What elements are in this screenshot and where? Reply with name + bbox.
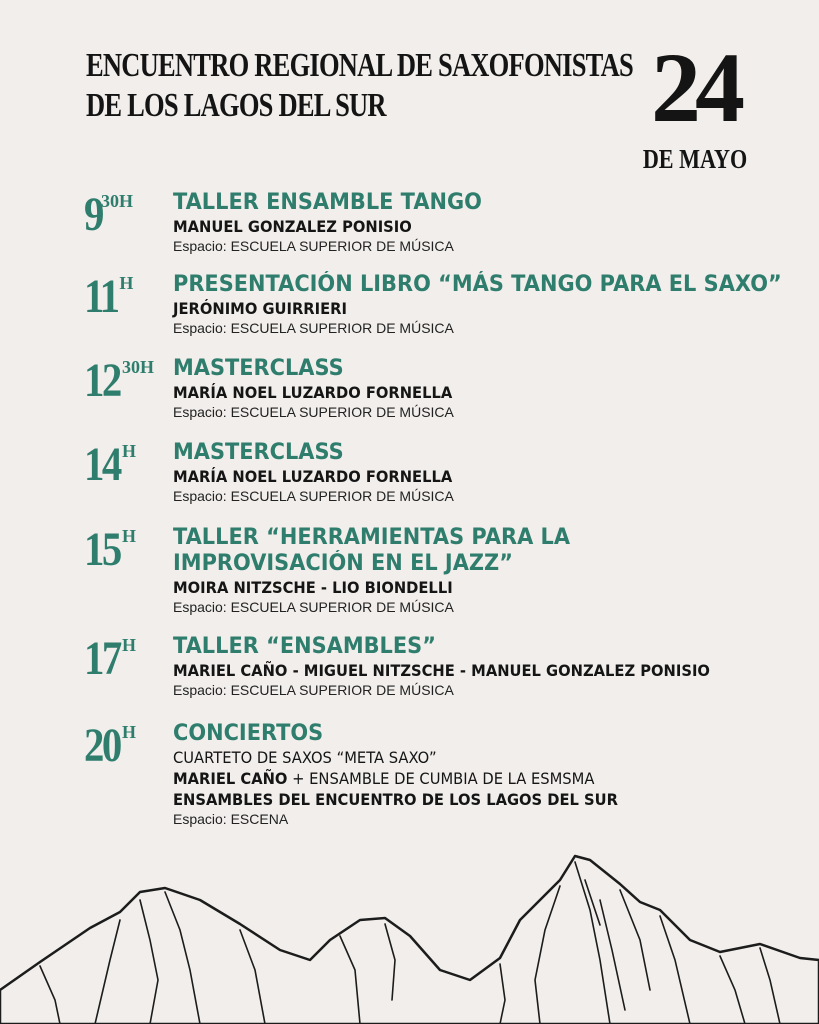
event-performer: MARIEL CAÑO - MIGUEL NITZSCHE - MANUEL GONZALEZ PONISIO — [173, 661, 710, 680]
event-venue: Espacio: ESCUELA SUPERIOR DE MÚSICA — [173, 599, 454, 615]
event-time: 17 H — [84, 632, 137, 685]
event-title: MASTERCLASS — [173, 356, 344, 381]
event-title-line2: IMPROVISACIÓN EN EL JAZZ” — [173, 551, 513, 576]
event-title: PRESENTACIÓN LIBRO “MÁS TANGO PARA EL SAXO” — [173, 272, 782, 297]
event-performer: MARÍA NOEL LUZARDO FORNELLA — [173, 467, 453, 486]
event-title: CONCIERTOS — [173, 721, 324, 746]
poster-title — [86, 46, 633, 126]
event-title: MASTERCLASS — [173, 440, 344, 465]
concert-line2: MARIEL CAÑO + ENSAMBLE DE CUMBIA DE LA ESMSMA — [173, 769, 595, 788]
mountains-illustration — [0, 840, 819, 1024]
event-venue: Espacio: ESCUELA SUPERIOR DE MÚSICA — [173, 488, 454, 504]
event-time: 15 H — [84, 523, 137, 576]
event-title: TALLER ENSAMBLE TANGO — [173, 190, 482, 215]
event-time: 930H — [84, 188, 134, 241]
date-day: 24 — [651, 32, 739, 143]
event-venue: Espacio: ESCUELA SUPERIOR DE MÚSICA — [173, 404, 454, 420]
event-venue: Espacio: ESCUELA SUPERIOR DE MÚSICA — [173, 320, 454, 336]
poster-title-line2: DE LOS LAGOS DEL SUR — [86, 87, 386, 124]
event-performer: MARÍA NOEL LUZARDO FORNELLA — [173, 383, 453, 402]
event-venue: Espacio: ESCUELA SUPERIOR DE MÚSICA — [173, 682, 454, 698]
concert-line3: ENSAMBLES DEL ENCUENTRO DE LOS LAGOS DEL SUR — [173, 790, 618, 809]
event-title-line1: TALLER “HERRAMIENTAS PARA LA — [173, 525, 571, 550]
event-time: 14 H — [84, 438, 137, 491]
event-performer: MANUEL GONZALEZ PONISIO — [173, 217, 412, 236]
event-venue: Espacio: ESCUELA SUPERIOR DE MÚSICA — [173, 238, 454, 254]
event-time: 11 H — [84, 270, 134, 323]
date-month: DE MAYO — [642, 144, 748, 174]
concert-line1: CUARTETO DE SAXOS “META SAXO” — [173, 748, 437, 767]
event-time: 20 H — [84, 719, 137, 772]
event-title: TALLER “ENSAMBLES” — [173, 634, 436, 659]
event-performer: MOIRA NITZSCHE - LIO BIONDELLI — [173, 578, 453, 597]
event-time: 12 30H — [84, 354, 155, 407]
event-performer: JERÓNIMO GUIRRIERI — [173, 299, 347, 318]
event-venue: Espacio: ESCENA — [173, 811, 289, 827]
poster-title-line1: ENCUENTRO REGIONAL DE SAXOFONISTAS — [86, 47, 633, 84]
